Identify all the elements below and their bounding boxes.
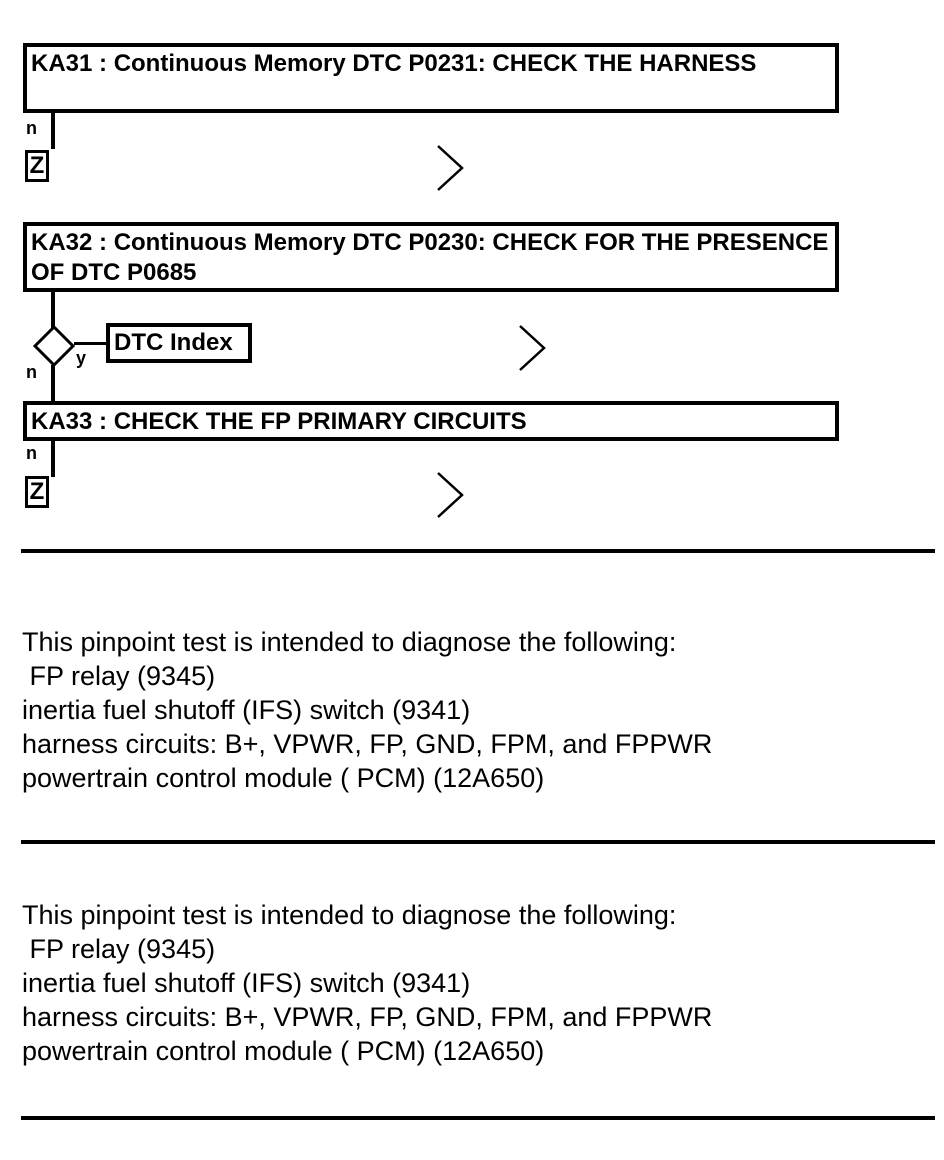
step-ka31-title: KA31 : Continuous Memory DTC P0231: CHECK THE HARNESS: [31, 50, 757, 77]
info-block-2-item: FP relay (9345): [22, 934, 216, 964]
info-block-1-item: harness circuits: B+, VPWR, FP, GND, FPM, and FPPWR: [22, 729, 713, 759]
step-ka32-connector-top: [51, 292, 55, 328]
step-ka33-title: KA33 : CHECK THE FP PRIMARY CIRCUITS: [31, 408, 527, 435]
step-ka32-connector-bottom: [51, 365, 55, 401]
info-block-1: [22, 625, 922, 795]
info-block-1-item: inertia fuel shutoff (IFS) switch (9341): [22, 695, 471, 725]
info-block-2-item: harness circuits: B+, VPWR, FP, GND, FPM, and FPPWR: [22, 1002, 713, 1032]
step-ka33-box: [23, 401, 839, 441]
step-ka31-end-box: Z: [25, 150, 49, 182]
dtc-index-button[interactable]: DTC Index: [106, 323, 252, 363]
divider-3: [21, 1116, 935, 1120]
info-block-1-item: FP relay (9345): [22, 661, 216, 691]
step-ka32-no-label: n: [26, 362, 37, 382]
step-ka33-connector: [51, 441, 55, 477]
step-ka33-end-box: Z: [25, 476, 49, 508]
step-ka32-yes-label: y: [76, 348, 87, 368]
step-ka32-title: KA32 : Continuous Memory DTC P0230: CHECK FOR THE PRESENCE OF DTC P0685: [31, 229, 829, 286]
step-ka32-decision-diamond: [32, 324, 76, 368]
step-ka32-box: [23, 222, 839, 292]
info-block-1-intro: This pinpoint test is intended to diagnose the following:: [22, 627, 677, 657]
step-ka33-no-label: n: [26, 443, 37, 463]
step-ka31-box: [23, 43, 839, 113]
divider-2: [21, 840, 935, 844]
info-block-2-item: powertrain control module ( PCM) (12A650): [22, 1036, 545, 1066]
info-block-1-item: powertrain control module ( PCM) (12A650): [22, 763, 545, 793]
divider-1: [21, 549, 935, 553]
info-block-2-intro: This pinpoint test is intended to diagnose the following:: [22, 900, 677, 930]
step-ka31-connector: [51, 113, 55, 149]
step-ka32-yes-connector: [74, 342, 107, 345]
step-ka32-chevron-icon[interactable]: [514, 323, 554, 373]
info-block-2-item: inertia fuel shutoff (IFS) switch (9341): [22, 968, 471, 998]
step-ka33-chevron-icon[interactable]: [432, 470, 472, 520]
step-ka31-no-label: n: [26, 118, 37, 138]
info-block-2: [22, 898, 922, 1068]
step-ka31-chevron-icon[interactable]: [432, 143, 472, 193]
